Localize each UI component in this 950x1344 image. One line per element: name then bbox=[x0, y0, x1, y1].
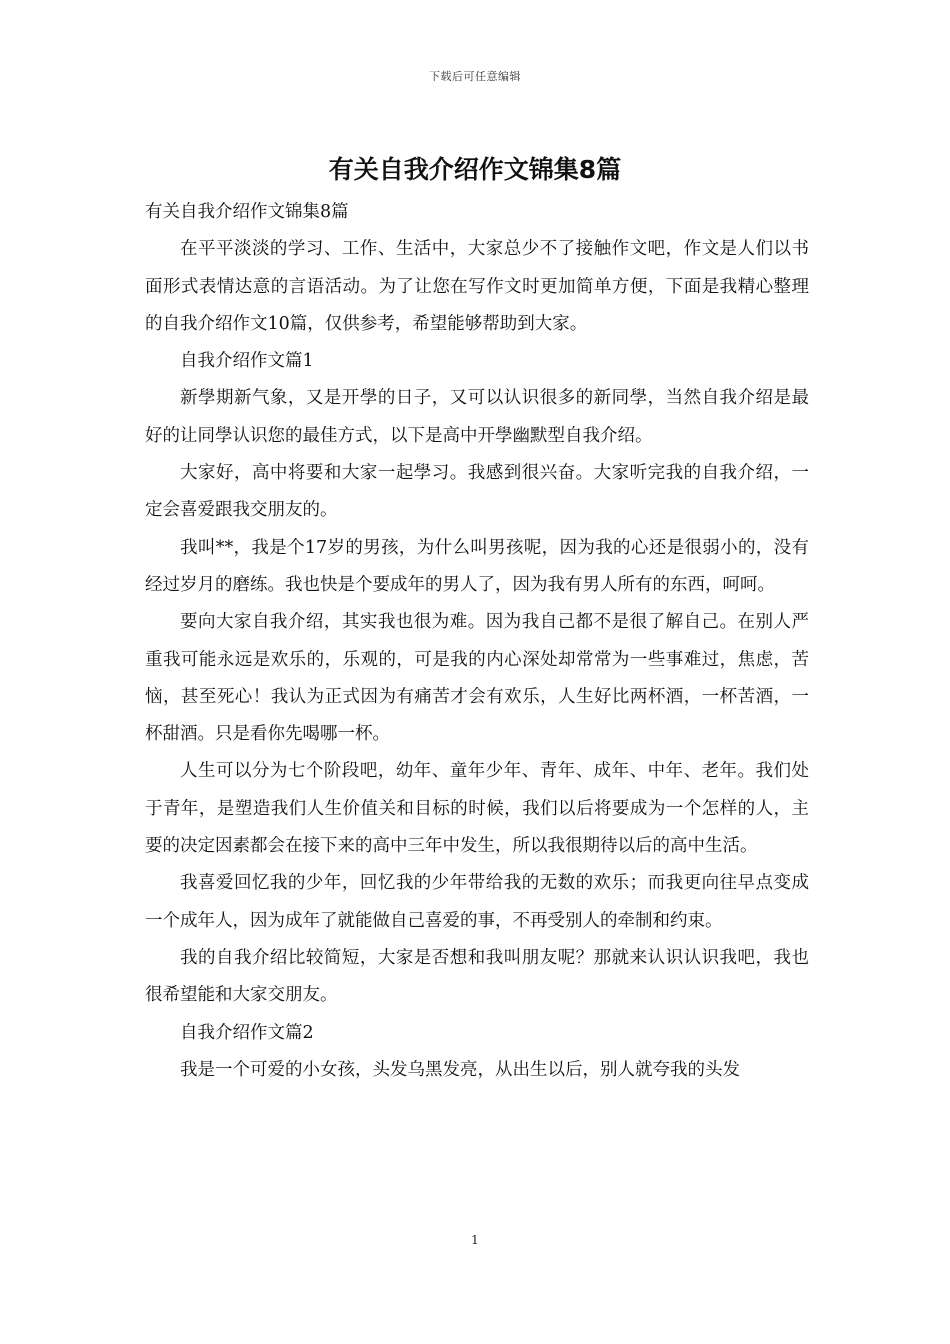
body-paragraph: 人生可以分为七个阶段吧，幼年、童年少年、青年、成年、中年、老年。我们处于青年，是塑造我们人生价值关和目标的时候，我们以后将要成为一个怎样的人，主要的决定因素都会在接下来的高中三年中发生，所以我很期待以后的高中生活。 bbox=[145, 761, 809, 857]
intro-paragraph: 在平平淡淡的学习、工作、生活中，大家总少不了接触作文吧，作文是人们以书面形式表情达意的言语活动。为了让您在写作文时更加简单方便，下面是我精心整理的自我介绍作文10篇，仅供参考，希望能够帮助到大家。 bbox=[145, 239, 809, 334]
body-paragraph: 要向大家自我介绍，其实我也很为难。因为我自己都不是很了解自己。在别人严重我可能永远是欢乐的，乐观的，可是我的内心深处却常常为一些事难过，焦虑，苦恼，甚至死心！我认为正式因为有痛苦才会有欢乐，人生好比两杯酒，一杯苦酒，一杯甜酒。只是看你先喝哪一杯。 bbox=[145, 612, 809, 745]
section-heading-2: 自我介绍作文篇2 bbox=[180, 1022, 314, 1043]
page-number: 1 bbox=[471, 1233, 479, 1247]
body-paragraph: 我喜爱回忆我的少年，回忆我的少年带给我的无数的欢乐；而我更向往早点变成一个成年人，因为成年了就能做自己喜爱的事，不再受别人的牵制和约束。 bbox=[145, 873, 809, 931]
body-paragraph: 新學期新气象，又是开學的日子，又可以认识很多的新同學，当然自我介绍是最好的让同學认识您的最佳方式，以下是高中开學幽默型自我介绍。 bbox=[145, 388, 809, 446]
section-heading-1: 自我介绍作文篇1 bbox=[180, 351, 314, 372]
body-paragraph: 我是一个可爱的小女孩，头发乌黑发亮，从出生以后，别人就夸我的头发 bbox=[180, 1059, 740, 1080]
document-body bbox=[145, 194, 809, 1089]
body-paragraph: 我叫**，我是个17岁的男孩，为什么叫男孩呢，因为我的心还是很弱小的，没有经过岁月的磨练。我也快是个要成年的男人了，因为我有男人所有的东西，呵呵。 bbox=[145, 537, 809, 595]
document-title: 有关自我介绍作文锦集8篇 bbox=[328, 155, 622, 184]
subtitle-line: 有关自我介绍作文锦集8篇 bbox=[145, 202, 349, 222]
header-note: 下载后可任意编辑 bbox=[429, 70, 521, 83]
body-paragraph: 大家好，高中将要和大家一起學习。我感到很兴奋。大家听完我的自我介绍，一定会喜爱跟我交朋友的。 bbox=[145, 463, 809, 521]
body-paragraph: 我的自我介绍比较简短，大家是否想和我叫朋友呢？那就来认识认识我吧，我也很希望能和大家交朋友。 bbox=[145, 947, 809, 1006]
